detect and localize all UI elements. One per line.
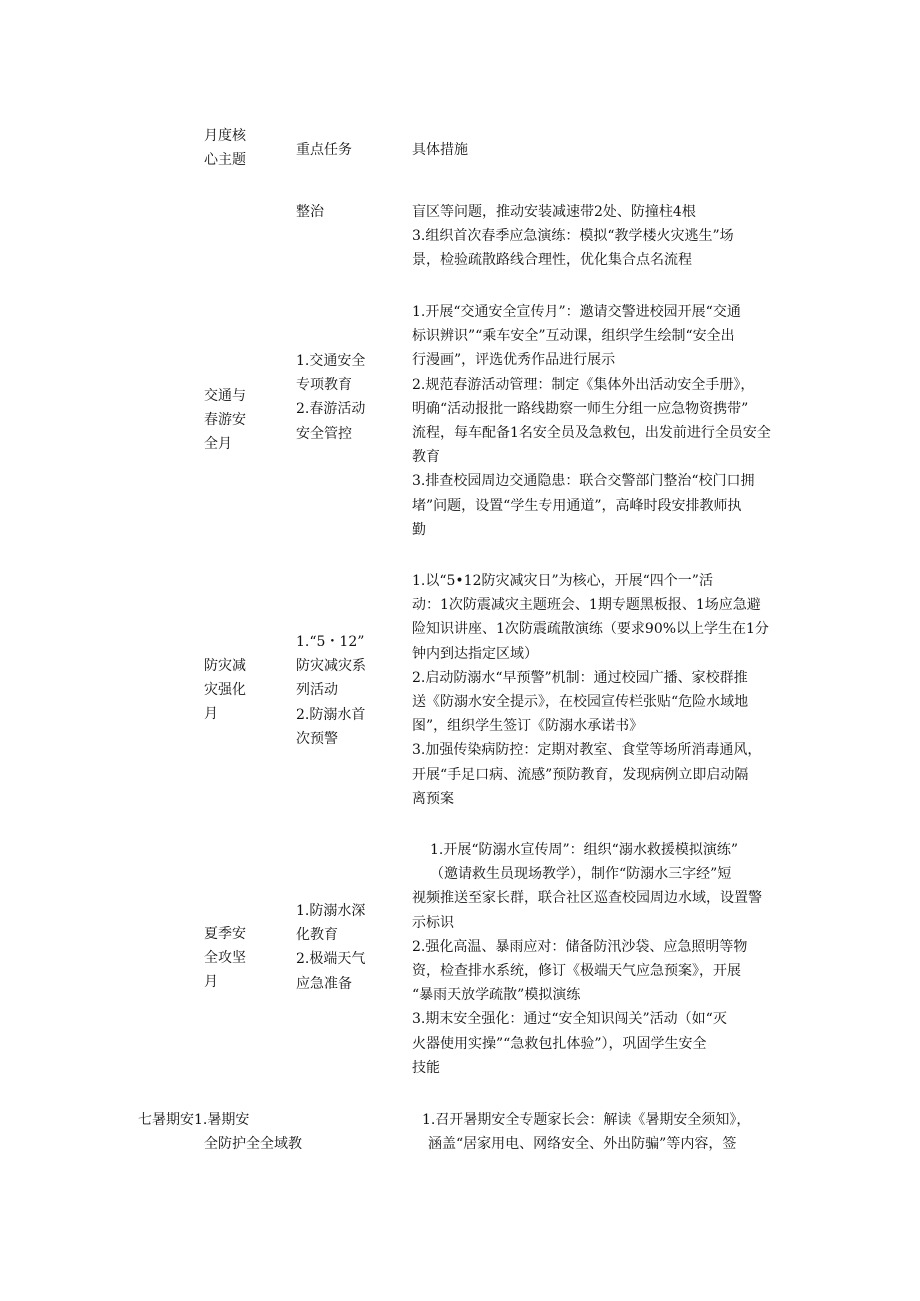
measure-line: 2.启动防溺水“早预警”机制：通过校园广播、家校群推 xyxy=(412,669,748,686)
row-4-tasks xyxy=(204,1132,302,1156)
measure-line: 盲区等问题，推动安装减速带2处、防撞柱4根 xyxy=(412,204,696,220)
measure-line: 技能 xyxy=(412,1059,440,1076)
row-2-measures xyxy=(412,569,769,811)
header-measures-label: 具体措施 xyxy=(412,142,468,158)
measure-line: 3.期末安全强化：通过“安全知识闯关”活动（如“灭 xyxy=(412,1011,727,1028)
task-line: 化教育 xyxy=(296,927,338,944)
header-tasks xyxy=(296,138,352,162)
measure-line: 1.开展“防溺水宣传周”：组织“溺水救援模拟演练” xyxy=(430,842,738,858)
measure-line: 离预案 xyxy=(412,790,454,807)
measure-line: （邀请救生员现场教学），制作“防溺水三字经”短 xyxy=(430,866,732,883)
task-line: 专项教育 xyxy=(296,377,352,394)
measure-line: 图”，组织学生签订《防溺水承诺书》 xyxy=(412,718,644,735)
measure-line: 3.组织首次春季应急演练：模拟“教学楼火灾逃生”场 xyxy=(412,228,734,245)
theme-line: 全月 xyxy=(204,436,232,453)
theme-line: 月 xyxy=(204,974,218,991)
measure-line: 2.规范春游活动管理：制定《集体外出活动安全手册》， xyxy=(412,376,755,393)
row-0-tasks xyxy=(296,200,324,224)
row-1-theme xyxy=(204,384,246,457)
header-theme-line: 月度核 xyxy=(204,128,246,144)
header-theme xyxy=(204,124,246,172)
row-3-tasks xyxy=(296,899,365,996)
measure-line: 景，检验疏散路线合理性，优化集合点名流程 xyxy=(412,252,692,269)
header-theme-line: 心主题 xyxy=(204,152,246,169)
task-line: 全防护全全域教 xyxy=(204,1136,302,1152)
header-measures xyxy=(412,138,468,162)
measure-line: 1.召开暑期安全专题家长会：解读《暑期安全须知》， xyxy=(422,1112,751,1128)
row-1-measures xyxy=(412,300,771,542)
measure-line: “暴雨天放学疏散”模拟演练 xyxy=(412,987,581,1004)
measure-line: 送《防溺水安全提示》，在校园宣传栏张贴“危险水域地 xyxy=(412,694,749,711)
row-3-measures xyxy=(412,838,762,1080)
task-line: 整治 xyxy=(296,204,324,220)
theme-line: 全攻坚 xyxy=(204,950,246,967)
theme-line: 防灾减 xyxy=(204,658,246,674)
row-2-tasks xyxy=(296,630,366,751)
row-3-theme xyxy=(204,922,246,995)
measure-line: 1.以“5•12防灾减灾日”为核心，开展“四个一”活 xyxy=(412,573,713,589)
task-line: 安全管控 xyxy=(296,425,352,442)
measure-line: 流程，每车配备1名安全员及急救包，出发前进行全员安全 xyxy=(412,425,771,442)
theme-line: 春游安 xyxy=(204,412,246,429)
measure-line: 堵”问题，设置“学生专用通道”，高峰时段安排教师执 xyxy=(412,497,742,514)
task-line: 1.“5・12” xyxy=(296,634,365,650)
measure-line: 3.加强传染病防控：定期对教室、食堂等场所消毒通风， xyxy=(412,742,762,759)
task-line: 应急准备 xyxy=(296,975,352,992)
measure-line: 行漫画”，评选优秀作品进行展示 xyxy=(412,352,616,369)
measure-line: 险知识讲座、1次防震疏散演练（要求90%以上学生在1分 xyxy=(412,621,769,638)
theme-line: 夏季安 xyxy=(204,926,246,942)
task-line: 次预警 xyxy=(296,730,338,747)
measure-line: 钟内到达指定区域） xyxy=(412,645,538,662)
theme-line: 月 xyxy=(204,706,218,723)
measure-line: 明确“活动报批一路线勘察一师生分组一应急物资携带” xyxy=(412,400,749,417)
task-line: 2.极端天气 xyxy=(296,951,366,968)
header-tasks-label: 重点任务 xyxy=(296,142,352,158)
measure-line: 示标识 xyxy=(412,914,454,931)
task-line: 列活动 xyxy=(296,682,338,699)
measure-line: 视频推送至家长群，联合社区巡查校园周边水域，设置警 xyxy=(412,890,762,907)
measure-line: 1.开展“交通安全宣传月”：邀请交警进校园开展“交通 xyxy=(412,304,741,320)
row-4-theme-task xyxy=(138,1108,249,1132)
measure-line: 2.强化高温、暴雨应对：储备防汛沙袋、应急照明等物 xyxy=(412,938,748,955)
row-0-measures xyxy=(412,200,734,273)
row-4-measures xyxy=(422,1108,750,1156)
measure-line: 3.排查校园周边交通隐患：联合交警部门整治“校门口拥 xyxy=(412,473,755,490)
row-2-theme xyxy=(204,654,246,727)
measure-line: 开展“手足口病、流感”预防教育，发现病例立即启动隔 xyxy=(412,766,749,783)
theme-line: 交通与 xyxy=(204,388,246,404)
measure-line: 资，检查排水系统，修订《极端天气应急预案》，开展 xyxy=(412,963,741,980)
task-line: 防灾减灾系 xyxy=(296,658,366,675)
row-1-tasks xyxy=(296,349,365,446)
task-line: 1.交通安全 xyxy=(296,353,366,369)
task-line: 2.防溺水首 xyxy=(296,706,366,723)
measure-line: 教育 xyxy=(412,449,440,466)
task-line: 1.防溺水深 xyxy=(296,903,366,919)
measure-line: 标识辨识”“乘车安全”互动课，组织学生绘制“安全出 xyxy=(412,328,735,345)
measure-line: 火器使用实操”“急救包扎体验”），巩固学生安全 xyxy=(412,1035,707,1052)
theme-line: 灾强化 xyxy=(204,682,246,699)
measure-line: 勤 xyxy=(412,521,426,538)
measure-line: 动：1次防震减灾主题班会、1期专题黑板报、1场应急避 xyxy=(412,597,761,614)
task-line: 2.春游活动 xyxy=(296,401,366,418)
measure-line: 涵盖“居家用电、网络安全、外出防骗”等内容，签 xyxy=(428,1136,737,1153)
theme-task-line: 七暑期安1.暑期安 xyxy=(138,1112,250,1128)
